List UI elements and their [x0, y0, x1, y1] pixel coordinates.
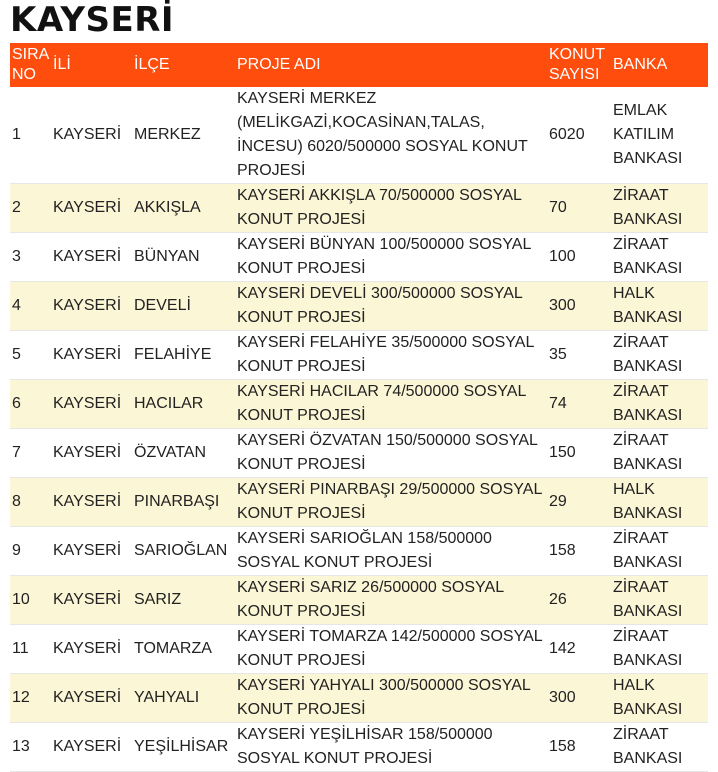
cell-ilce: ÖZVATAN [134, 444, 206, 461]
cell-konut: 158 [549, 738, 576, 755]
cell-proje: KAYSERİ FELAHİYE 35/500000 SOSYAL KONUT PROJESİ [237, 334, 534, 375]
cell-proje: KAYSERİ DEVELİ 300/500000 SOSYAL KONUT PROJESİ [237, 285, 523, 326]
cell-konut: 300 [549, 297, 576, 314]
cell-proje: KAYSERİ SARIZ 26/500000 SOSYAL KONUT PROJESİ [237, 579, 504, 620]
cell-banka: ZİRAAT BANKASI [613, 187, 683, 228]
cell-banka: ZİRAAT BANKASI [613, 334, 683, 375]
cell-no: 6 [12, 395, 21, 412]
cell-konut: 100 [549, 248, 576, 265]
cell-banka: ZİRAAT BANKASI [613, 530, 683, 571]
table-row [10, 184, 708, 233]
table-row [10, 282, 708, 331]
cell-il: KAYSERİ [53, 542, 122, 559]
cell-konut: 29 [549, 493, 567, 510]
table-row [10, 723, 708, 772]
cell-konut: 70 [549, 199, 567, 216]
cell-il: KAYSERİ [53, 493, 122, 510]
cell-ilce: BÜNYAN [134, 248, 200, 265]
cell-il: KAYSERİ [53, 395, 122, 412]
cell-konut: 35 [549, 346, 567, 363]
table-row [10, 527, 708, 576]
cell-no: 4 [12, 297, 21, 314]
cell-ilce: MERKEZ [134, 126, 201, 143]
cell-no: 11 [12, 640, 29, 657]
cell-no: 13 [12, 738, 30, 755]
header-row [10, 43, 708, 87]
cell-no: 3 [12, 248, 21, 265]
cell-ilce: SARIOĞLAN [134, 542, 228, 559]
cell-ilce: AKKIŞLA [134, 199, 201, 216]
table-row [10, 576, 708, 625]
table-row [10, 87, 708, 184]
cell-il: KAYSERİ [53, 248, 122, 265]
cell-proje: KAYSERİ YAHYALI 300/500000 SOSYAL KONUT PROJESİ [237, 677, 531, 718]
cell-ilce: HACILAR [134, 395, 204, 412]
cell-banka: ZİRAAT BANKASI [613, 236, 683, 277]
cell-proje: KAYSERİ AKKIŞLA 70/500000 SOSYAL KONUT PROJESİ [237, 187, 522, 228]
cell-ilce: FELAHİYE [134, 346, 212, 363]
cell-banka: ZİRAAT BANKASI [613, 432, 683, 473]
header-sira-no: SIRA NO [12, 46, 49, 83]
header-ilce: İLÇE [134, 56, 170, 73]
header-banka: BANKA [613, 56, 668, 73]
cell-il: KAYSERİ [53, 640, 122, 657]
cell-ilce: SARIZ [134, 591, 182, 608]
cell-proje: KAYSERİ TOMARZA 142/500000 SOSYAL KONUT PROJESİ [237, 628, 543, 669]
cell-proje: KAYSERİ HACILAR 74/500000 SOSYAL KONUT PROJESİ [237, 383, 526, 424]
cell-proje: KAYSERİ PINARBAŞI 29/500000 SOSYAL KONUT PROJESİ [237, 481, 542, 522]
cell-konut: 300 [549, 689, 576, 706]
cell-no: 9 [12, 542, 21, 559]
cell-il: KAYSERİ [53, 444, 122, 461]
cell-konut: 158 [549, 542, 576, 559]
cell-ilce: YAHYALI [134, 689, 200, 706]
cell-no: 1 [12, 126, 21, 143]
cell-konut: 6020 [549, 126, 585, 143]
cell-il: KAYSERİ [53, 199, 122, 216]
housing-projects-table [10, 43, 708, 772]
cell-no: 10 [12, 591, 30, 608]
cell-konut: 74 [549, 395, 567, 412]
cell-proje: KAYSERİ ÖZVATAN 150/500000 SOSYAL KONUT PROJESİ [237, 432, 538, 473]
cell-proje: KAYSERİ MERKEZ (MELİKGAZİ,KOCASİNAN,TALAS, İNCESU) 6020/500000 SOSYAL KONUT PROJESİ [237, 90, 528, 179]
cell-banka: ZİRAAT BANKASI [613, 579, 683, 620]
cell-il: KAYSERİ [53, 297, 122, 314]
header-il: İLİ [53, 56, 71, 73]
cell-no: 7 [12, 444, 21, 461]
table-row [10, 331, 708, 380]
cell-konut: 26 [549, 591, 567, 608]
cell-proje: KAYSERİ BÜNYAN 100/500000 SOSYAL KONUT PROJESİ [237, 236, 531, 277]
cell-il: KAYSERİ [53, 689, 122, 706]
table-row [10, 625, 708, 674]
table-row [10, 674, 708, 723]
cell-proje: KAYSERİ YEŞİLHİSAR 158/500000 SOSYAL KONUT PROJESİ [237, 726, 493, 767]
cell-ilce: YEŞİLHİSAR [134, 738, 229, 755]
page-title: KAYSERİ [10, 0, 175, 40]
cell-il: KAYSERİ [53, 346, 122, 363]
cell-banka: ZİRAAT BANKASI [613, 726, 683, 767]
cell-ilce: TOMARZA [134, 640, 212, 657]
header-proje-adi: PROJE ADI [237, 56, 321, 73]
cell-no: 2 [12, 199, 21, 216]
cell-il: KAYSERİ [53, 591, 122, 608]
cell-banka: HALK BANKASI [613, 481, 683, 522]
cell-no: 8 [12, 493, 21, 510]
cell-no: 5 [12, 346, 21, 363]
cell-ilce: PINARBAŞI [134, 493, 220, 510]
table-row [10, 233, 708, 282]
cell-konut: 150 [549, 444, 576, 461]
cell-no: 12 [12, 689, 30, 706]
cell-il: KAYSERİ [53, 126, 122, 143]
table-body [10, 87, 708, 772]
cell-banka: HALK BANKASI [613, 677, 683, 718]
cell-il: KAYSERİ [53, 738, 122, 755]
table-header [10, 43, 708, 87]
cell-konut: 142 [549, 640, 576, 657]
header-konut-sayisi: KONUT SAYISI [549, 46, 605, 83]
cell-banka: HALK BANKASI [613, 285, 683, 326]
cell-proje: KAYSERİ SARIOĞLAN 158/500000 SOSYAL KONUT PROJESİ [237, 530, 492, 571]
cell-banka: EMLAK KATILIM BANKASI [613, 102, 683, 167]
cell-banka: ZİRAAT BANKASI [613, 383, 683, 424]
table-row [10, 429, 708, 478]
cell-banka: ZİRAAT BANKASI [613, 628, 683, 669]
cell-ilce: DEVELİ [134, 297, 191, 314]
table-row [10, 380, 708, 429]
table-row [10, 478, 708, 527]
